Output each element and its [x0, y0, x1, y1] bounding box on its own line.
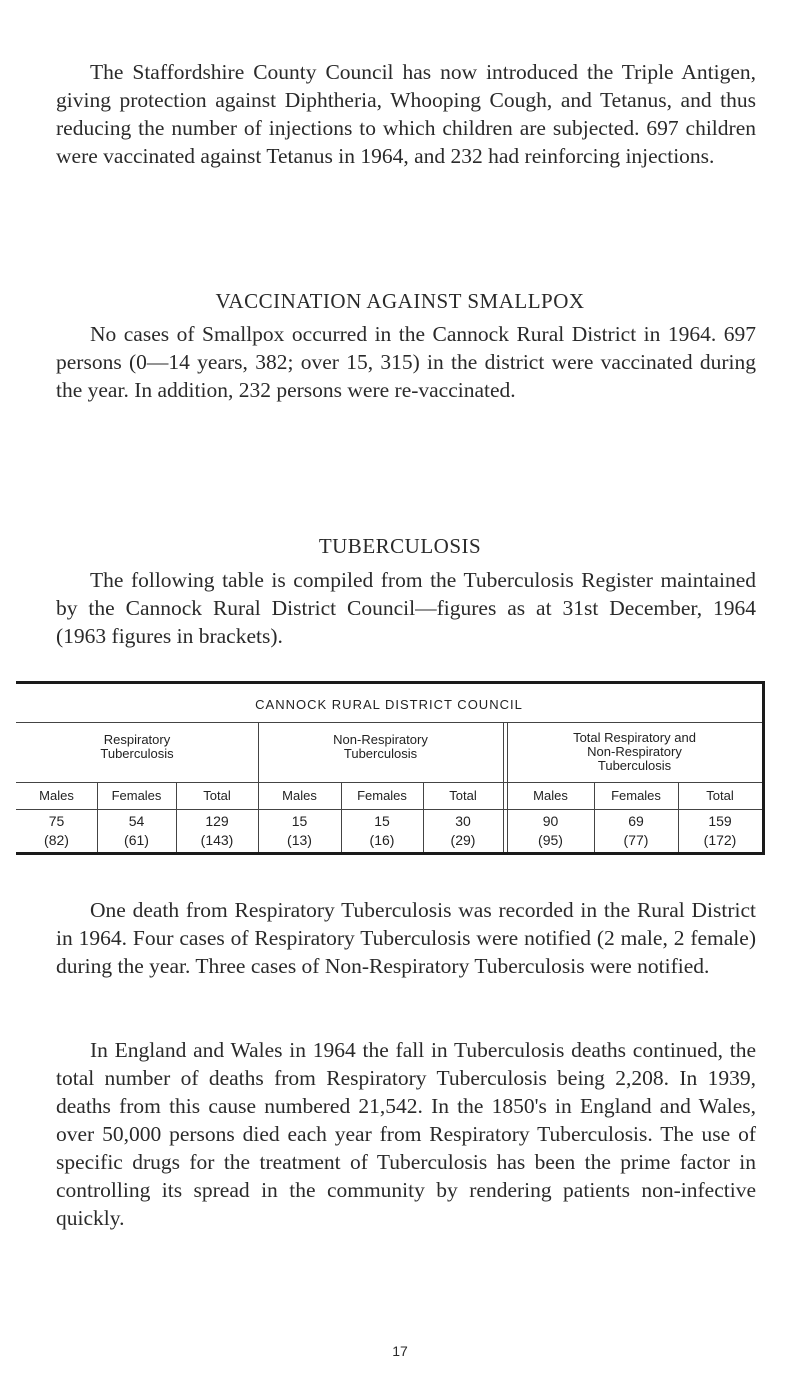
table-rule [16, 782, 762, 783]
column-header: Males [39, 788, 74, 803]
column-header: Males [282, 788, 317, 803]
smallpox-paragraph: No cases of Smallpox occurred in the Cannock Rural District in 1964. 697 persons (0—14 years, 382; over 15, 315) in the district were vaccinated during the year. In addition, 232 persons were re-vaccinated. [56, 322, 756, 402]
table-cell: 159 (172) [703, 813, 737, 848]
table-title: CANNOCK RURAL DISTRICT COUNCIL [255, 697, 523, 712]
triple-antigen-paragraph: The Staffordshire County Council has now introduced the Triple Antigen, giving protection against Diphtheria, Whooping Cough, and Tetanus, and thus reducing the number of injections to which children are subjected. 697 children were vaccinated against Tetanus in 1964, and 232 had reinforcing injections. [56, 60, 756, 168]
table-rule [16, 809, 762, 810]
column-header: Total [203, 788, 231, 803]
table-rule [16, 722, 762, 723]
table-cell: 90 (95) [538, 813, 563, 848]
column-header: Total [449, 788, 477, 803]
table-cell: 129 (143) [200, 813, 234, 848]
column-header: Total [706, 788, 734, 803]
group-header-respiratory: Respiratory Tuberculosis [100, 732, 174, 761]
tuberculosis-register-table [16, 681, 765, 855]
table-cell: 54 (61) [124, 813, 149, 848]
table-cell: 30 (29) [450, 813, 476, 848]
table-cell: 15 (16) [369, 813, 395, 848]
tuberculosis-deaths-paragraph: One death from Respiratory Tuberculosis was recorded in the Rural District in 1964. Four cases of Respiratory Tuberculosis were notified (2 male, 2 female) during the year. Three cases of Non-Respiratory Tuberculosis were notified. [56, 898, 756, 978]
column-header: Males [533, 788, 568, 803]
tuberculosis-heading: TUBERCULOSIS [318, 534, 482, 558]
england-wales-paragraph: In England and Wales in 1964 the fall in Tuberculosis deaths continued, the total number of deaths from Respiratory Tuberculosis being 2,208. In 1939, deaths from this cause numbered 21,542. In the 1850's in England and Wales, over 50,000 persons died each year from Respiratory Tuberculosis. The use of specific drugs for the treatment of Tuberculosis has been the prime factor in controlling its spread in the community by rendering patients non-infective quickly. [56, 1038, 756, 1230]
tuberculosis-intro-paragraph: The following table is compiled from the Tuberculosis Register maintained by the Cannock Rural District Council—figures as at 31st December, 1964 (1963 figures in brackets). [56, 568, 756, 648]
group-header-total: Total Respiratory and Non-Respiratory Tuberculosis [573, 730, 696, 773]
column-header: Females [611, 788, 661, 803]
group-header-non-respiratory: Non-Respiratory Tuberculosis [333, 732, 428, 761]
column-header: Females [357, 788, 407, 803]
table-cell: 75 (82) [44, 813, 69, 848]
page-number: 17 [392, 1343, 408, 1359]
column-header: Females [111, 788, 162, 803]
smallpox-heading: VACCINATION AGAINST SMALLPOX [215, 289, 585, 313]
table-cell: 69 (77) [623, 813, 649, 848]
table-rule [503, 722, 504, 852]
table-cell: 15 (13) [287, 813, 312, 848]
